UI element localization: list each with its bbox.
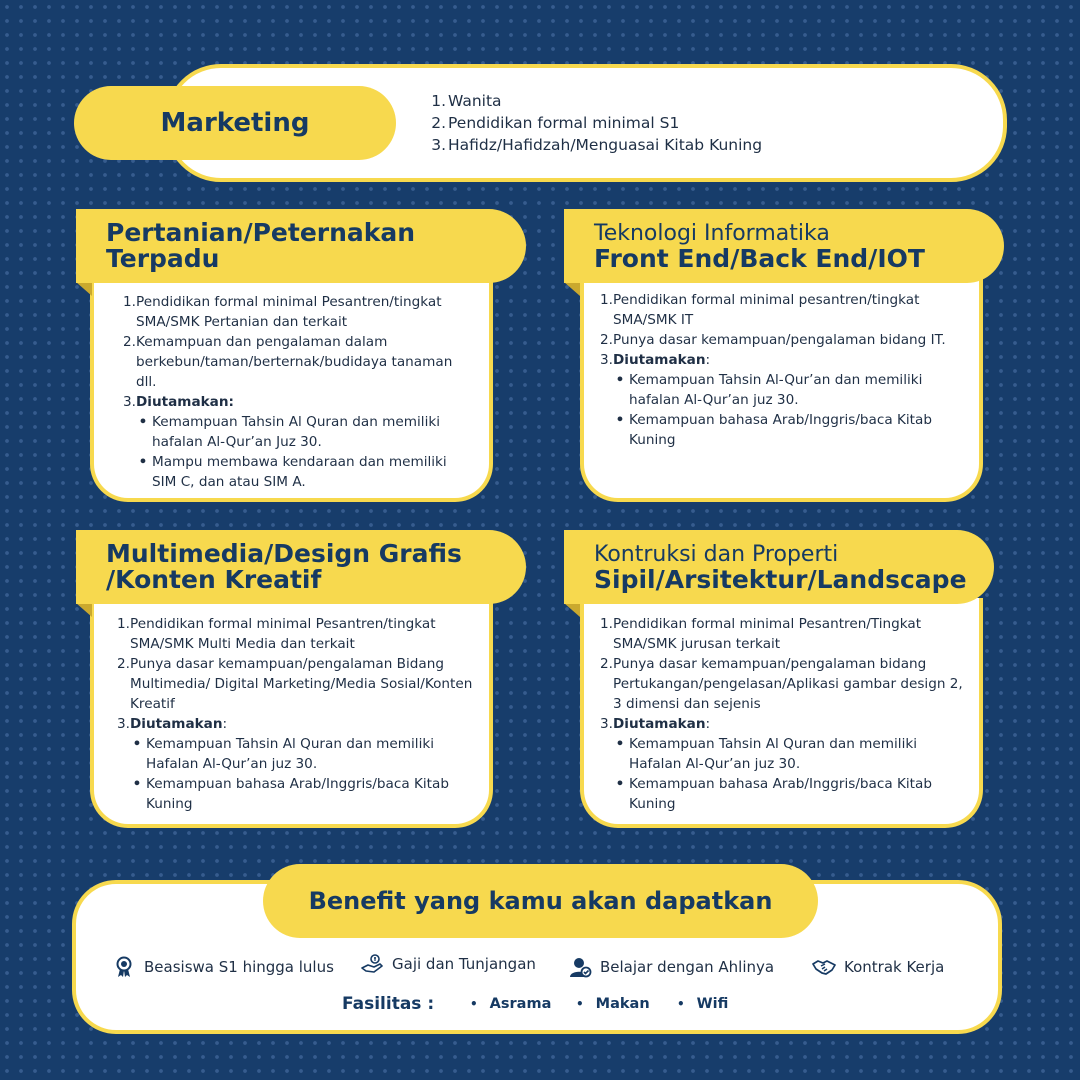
list-item: • Kemampuan Tahsin Al-Qur’an dan memiliki hafalan Al-Qur’an juz 30. — [615, 372, 923, 408]
pertanian-title-line1: Pertanian/Peternakan — [106, 218, 416, 247]
list-item: • Mampu membawa kendaraan dan memiliki SIM C, dan atau SIM A. — [138, 454, 447, 490]
benefit-title: Benefit yang kamu akan dapatkan — [263, 864, 818, 938]
list-item: 3. Hafidz/Hafidzah/Menguasai Kitab Kuning — [431, 136, 763, 154]
multimedia-header — [76, 530, 526, 604]
teknologi-title-line2: Front End/Back End/IOT — [594, 243, 925, 273]
benefit-item: Kontrak Kerja — [812, 955, 944, 979]
header-fold — [76, 603, 92, 617]
list-item: 3. Diutamakan: — [117, 716, 228, 732]
konstruksi-title-line1: Kontruksi dan Properti — [594, 541, 839, 567]
fasilitas-item: • Wifi — [677, 996, 729, 1012]
teknologi-requirements — [597, 290, 977, 450]
list-item: 3. Diutamakan: — [123, 394, 234, 410]
marketing-title: Marketing — [74, 86, 396, 160]
fasilitas-item: • Asrama — [470, 996, 552, 1012]
multimedia-title-line1: Multimedia/Design Grafis — [106, 539, 462, 568]
konstruksi-header — [564, 530, 994, 604]
list-item: 3. Diutamakan: — [600, 716, 711, 732]
list-item: 1. Pendidikan formal minimal Pesantren/tingkat SMA/SMK Multi Media dan terkait — [117, 616, 436, 652]
list-item: 1. Pendidikan formal minimal pesantren/tingkat SMA/SMK IT — [600, 292, 920, 328]
list-item: 3. Diutamakan: — [600, 352, 711, 368]
multimedia-requirements — [114, 614, 476, 814]
header-fold — [564, 282, 580, 296]
list-item: • Kemampuan Tahsin Al Quran dan memiliki Hafalan Al-Qur’an juz 30. — [132, 736, 435, 772]
fasilitas-label: Fasilitas : — [342, 994, 435, 1014]
list-item: • Kemampuan bahasa Arab/Inggris/baca Kitab Kuning — [615, 412, 932, 448]
benefit-item: Belajar dengan Ahlinya — [568, 955, 774, 979]
list-item: 1. Wanita — [431, 92, 502, 110]
list-item: 2. Punya dasar kemampuan/pengalaman bidang Pertukangan/pengelasan/Aplikasi gambar design 2, 3 dimensi dan sejenis — [600, 656, 963, 712]
header-fold — [76, 282, 92, 296]
list-item: • Kemampuan Tahsin Al Quran dan memiliki Hafalan Al-Qur’an juz 30. — [615, 736, 918, 772]
benefit-item: Gaji dan Tunjangan — [360, 952, 536, 976]
list-item: • Kemampuan bahasa Arab/Inggris/baca Kitab Kuning — [615, 776, 932, 812]
konstruksi-requirements — [597, 614, 967, 814]
list-item: 1. Pendidikan formal minimal Pesantren/Tingkat SMA/SMK jurusan terkait — [600, 616, 922, 652]
pertanian-requirements — [120, 292, 475, 492]
list-item: • Kemampuan Tahsin Al Quran dan memiliki hafalan Al-Qur’an Juz 30. — [138, 414, 441, 450]
teknologi-header — [564, 209, 1004, 283]
fasilitas-item: • Makan — [576, 996, 650, 1012]
handshake-icon — [812, 955, 836, 979]
pertanian-header — [76, 209, 526, 283]
marketing-requirements — [428, 90, 988, 156]
award-medal-icon — [112, 955, 136, 979]
list-item: 1. Pendidikan formal minimal Pesantren/tingkat SMA/SMK Pertanian dan terkait — [123, 294, 442, 330]
konstruksi-title-line2: Sipil/Arsitektur/Landscape — [594, 564, 967, 594]
salary-hand-icon — [360, 952, 384, 976]
pertanian-title-line2: Terpadu — [106, 244, 220, 273]
list-item: 2. Punya dasar kemampuan/pengalaman bidang IT. — [600, 332, 946, 348]
multimedia-title-line2: /Konten Kreatif — [106, 565, 322, 594]
list-item: 2. Punya dasar kemampuan/pengalaman Bidang Multimedia/ Digital Marketing/Media Sosial/Konten Kreatif — [117, 656, 473, 712]
header-fold — [564, 603, 580, 617]
teknologi-title-line1: Teknologi Informatika — [594, 220, 830, 246]
list-item: 2. Pendidikan formal minimal S1 — [431, 114, 680, 132]
list-item: 2. Kemampuan dan pengalaman dalam berkebun/taman/berternak/budidaya tanaman dll. — [123, 334, 453, 390]
expert-learning-icon — [568, 955, 592, 979]
list-item: • Kemampuan bahasa Arab/Inggris/baca Kitab Kuning — [132, 776, 449, 812]
benefit-item: Beasiswa S1 hingga lulus — [112, 955, 334, 979]
